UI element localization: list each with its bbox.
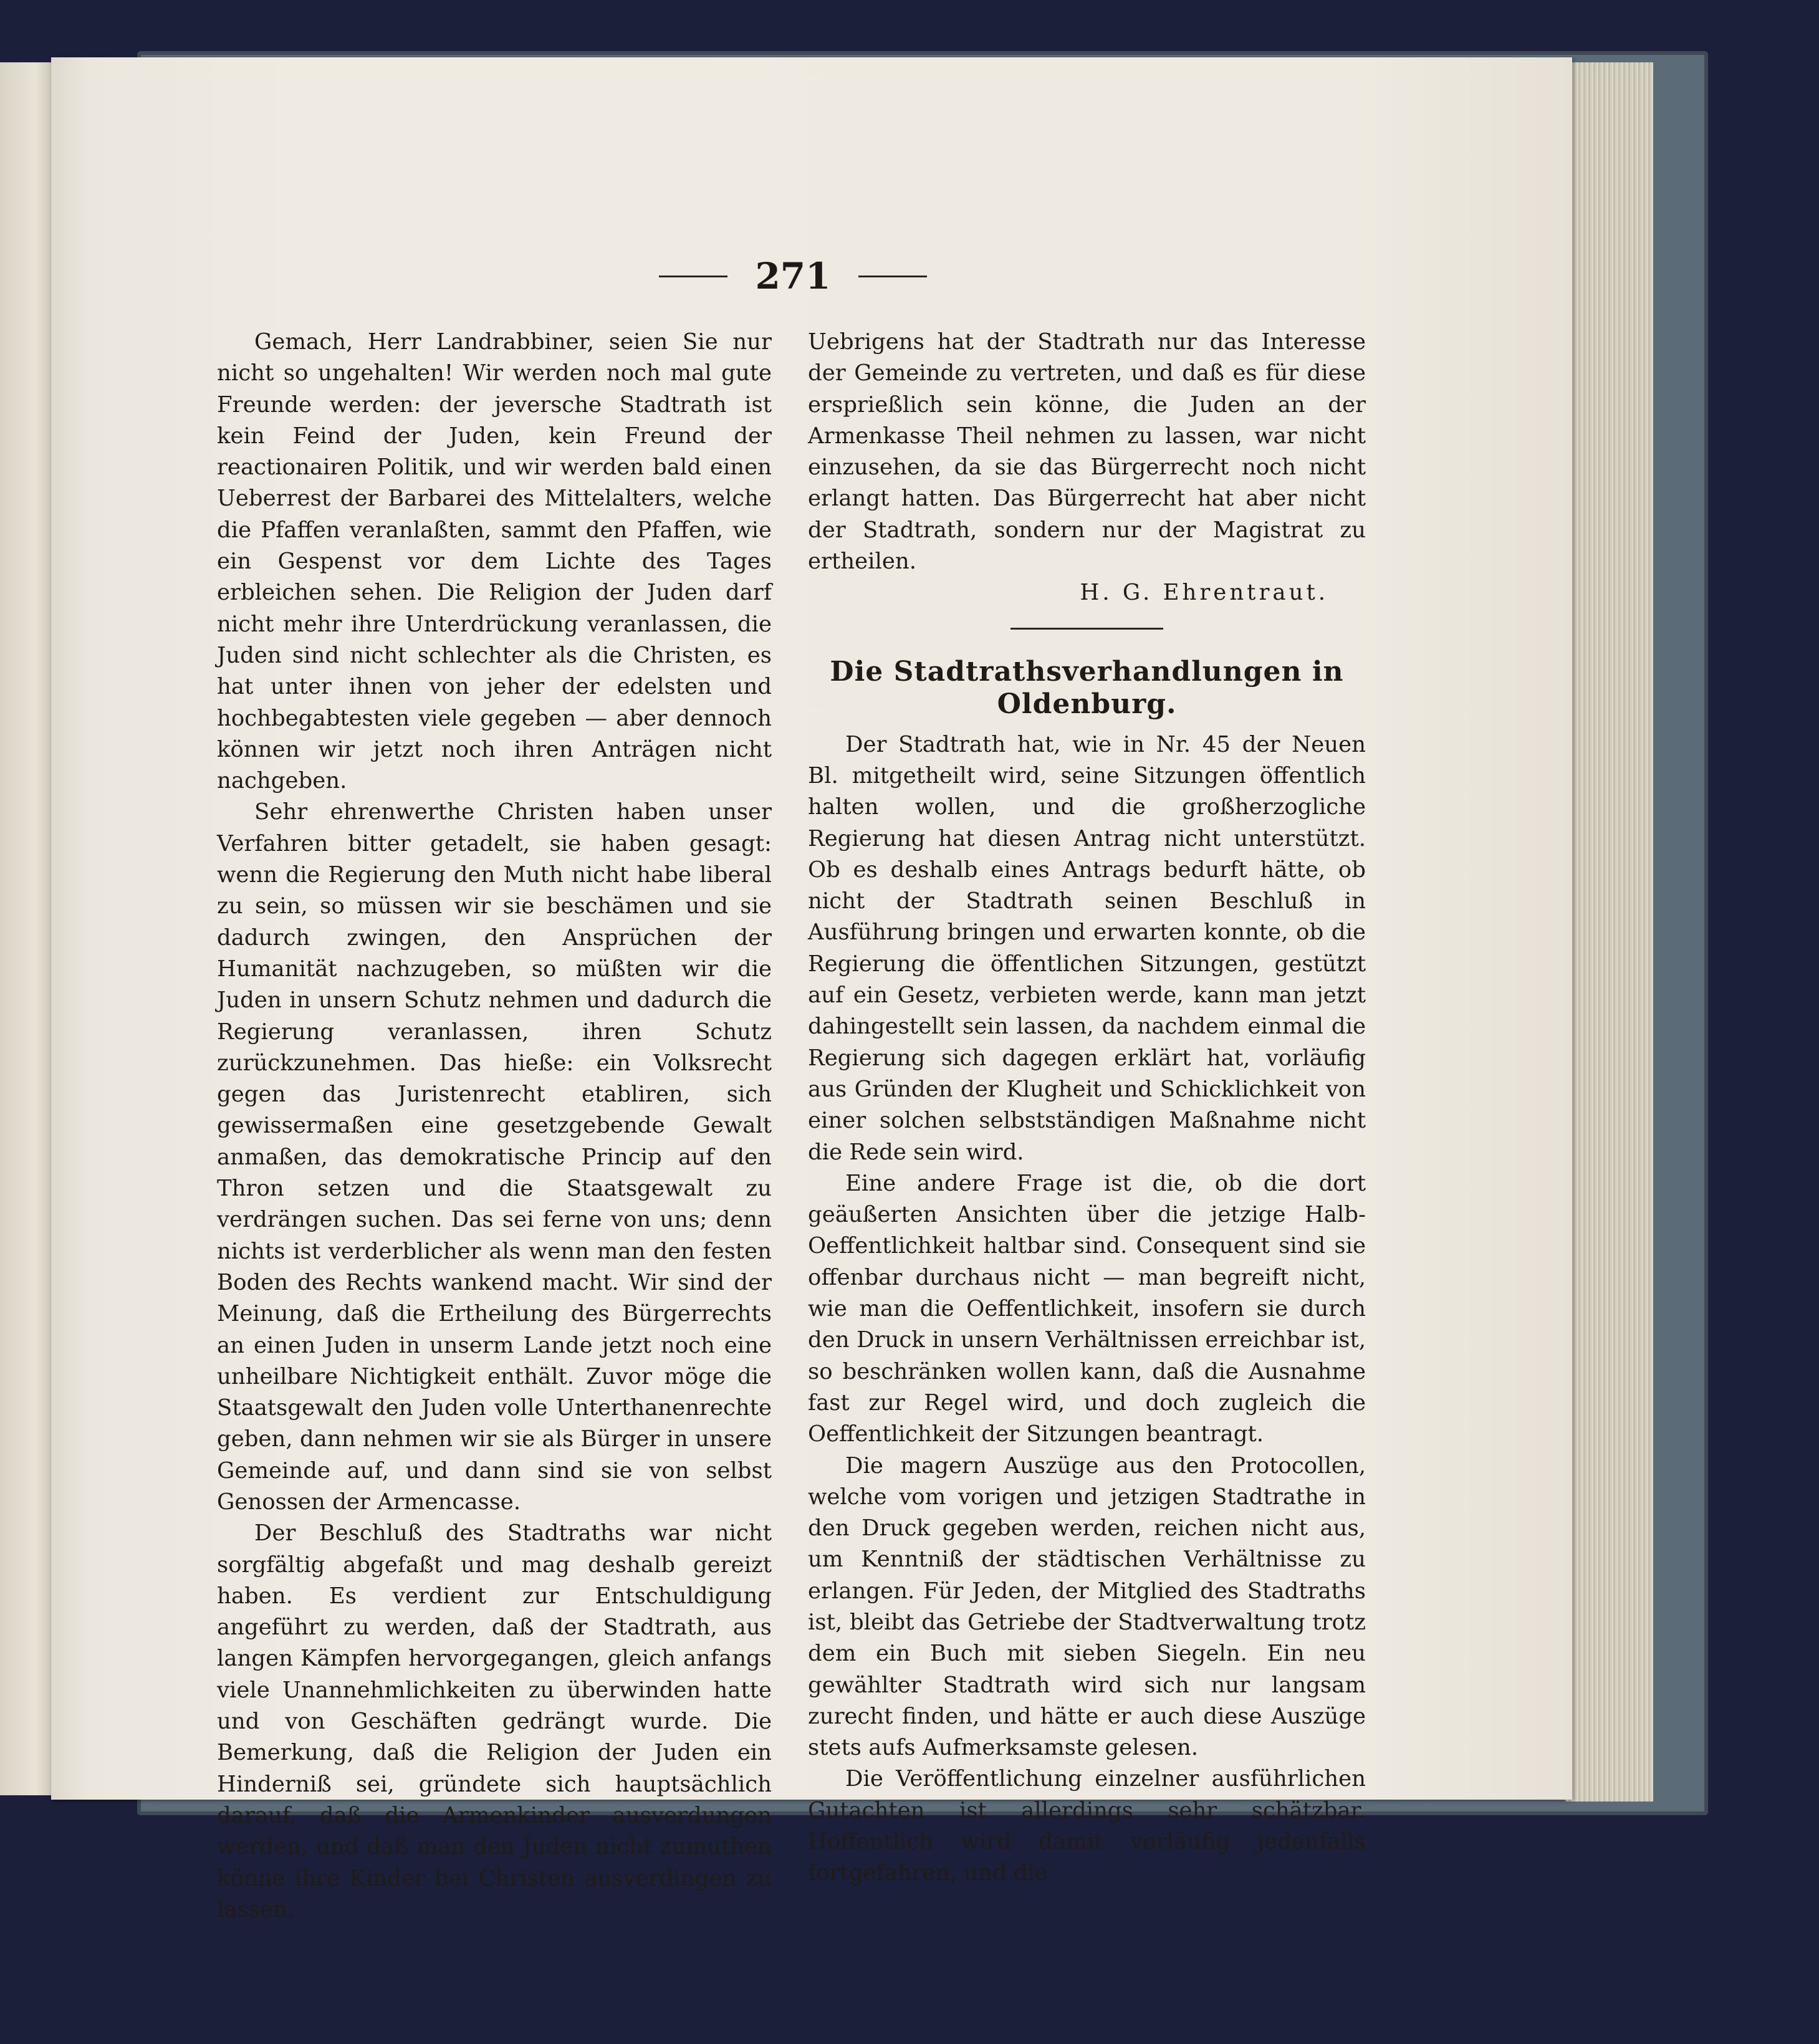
page-number: 271 [755, 255, 831, 297]
left-column [217, 327, 772, 1926]
section-heading: Die Stadtrathsverhandlungen in Oldenburg. [830, 655, 1344, 720]
paragraph: Uebrigens hat der Stadtrath nur das Interesse der Gemeinde zu vertreten, und daß es für diese ersprießlich sein könne, die Juden an der Armenkasse Theil nehmen zu lassen, war nicht einzusehen, da sie das Bürgerrecht noch nicht erlangt hatten. Das Bürgerrecht hat aber nicht der Stadtrath, sondern nur der Magistrat zu ertheilen. [808, 329, 1366, 575]
page-edges-stack [1565, 62, 1653, 1802]
paragraph: Sehr ehrenwerthe Christen haben unser Verfahren bitter getadelt, sie haben gesagt: wenn die Regierung den Muth nicht habe liberal zu sein, so müssen wir sie beschämen und sie dadurch zwingen, den Ansprüchen der Humanität nachzugeben, so müßten wir die Juden in unsern Schutz nehmen und dadurch die Regierung veranlassen, ihren Schutz zurückzunehmen. Das hieße: ein Volksrecht gegen das Juristenrecht etabliren, sich gewissermaßen eine gesetzgebende Gewalt anmaßen, das demokratische Princip auf den Thron setzen und die Staatsgewalt zu verdrängen suchen. Das sei ferne von uns; denn nichts ist verderblicher als wenn man den festen Boden des Rechts wankend macht. Wir sind der Meinung, daß die Ertheilung des Bürgerrechts an einen Juden in unserm Lande jetzt noch eine unheilbare Nichtigkeit enthält. Zuvor möge die Staatsgewalt den Juden volle Unterthanenrechte geben, dann nehmen wir sie als Bürger in unsere Gemeinde auf, und dann sind sie von selbst Genossen der Armencasse. [217, 799, 772, 1515]
head-rule-right [858, 276, 927, 277]
previous-page-edge [0, 62, 52, 1795]
right-column [808, 327, 1366, 1889]
running-head [640, 254, 946, 298]
head-rule-left [659, 276, 727, 277]
paragraph: Der Beschluß des Stadtraths war nicht sorgfältig abgefaßt und mag deshalb gereizt haben. Es verdient zur Entschuldigung angeführt zu werden, daß der Stadtrath, aus langen Kämpfen hervorgegangen, gleich anfangs viele Unannehmlichkeiten zu überwinden hatte und von Geschäften gedrängt wurde. Die Bemerkung, daß die Religion der Juden ein Hinderniß sei, gründete sich hauptsächlich darauf, daß die Armenkinder ausverdungen werden, und daß man den Juden nicht zumuthen könne ihre Kinder bei Christen ausverdingen zu lassen. [217, 1520, 772, 1922]
section-separator [1010, 628, 1163, 630]
paragraph: Eine andere Frage ist die, ob die dort geäußerten Ansichten über die jetzige Halb-Oeffentlichkeit haltbar sind. Consequent sind sie offenbar durchaus nicht — man begreift nicht, wie man die Oeffentlichkeit, insofern sie durch den Druck in unsern Verhältnissen erreichbar ist, so beschränken wollen kann, daß die Ausnahme fast zur Regel wird, und doch zugleich die Oeffentlichkeit der Sitzungen beantragt. [808, 1170, 1366, 1447]
author-signature: H. G. Ehrentraut. [1080, 580, 1328, 606]
paragraph: Der Stadtrath hat, wie in Nr. 45 der Neuen Bl. mitgetheilt wird, seine Sitzungen öffentlich halten wollen, und die großherzogliche Regierung hat diesen Antrag nicht unterstützt. Ob es deshalb eines Antrags bedurft hätte, ob nicht der Stadtrath seinen Beschluß in Ausführung bringen und erwarten konnte, ob die Regierung die öffentlichen Sitzungen, gestützt auf ein Gesetz, verbieten werde, kann man jetzt dahingestellt sein lassen, da nachdem einmal die Regierung sich dagegen erklärt hat, vorläufig aus Gründen der Klugheit und Schicklichkeit von einer solchen selbstständigen Maßnahme nicht die Rede sein wird. [808, 731, 1366, 1165]
paragraph: Gemach, Herr Landrabbiner, seien Sie nur nicht so ungehalten! Wir werden noch mal gute Freunde werden: der jeversche Stadtrath ist kein Feind der Juden, kein Freund der reactionairen Politik, und wir werden bald einen Ueberrest der Barbarei des Mittelalters, welche die Pfaffen veranlaßten, sammt den Pfaffen, wie ein Gespenst vor dem Lichte des Tages erbleichen sehen. Die Religion der Juden darf nicht mehr ihre Unterdrückung veranlassen, die Juden sind nicht schlechter als die Christen, es hat unter ihnen von jeher der edelsten und hochbegabtesten viele gegeben — aber dennoch können wir jetzt noch ihren Anträgen nicht nachgeben. [217, 329, 772, 794]
paragraph: Die magern Auszüge aus den Protocollen, welche vom vorigen und jetzigen Stadtrathe in den Druck gegeben werden, reichen nicht aus, um Kenntniß der städtischen Verhältnisse zu erlangen. Für Jeden, der Mitglied des Stadtraths ist, bleibt das Getriebe der Stadtverwaltung trotz dem ein Buch mit sieben Siegeln. Ein neu gewählter Stadtrath wird sich nur langsam zurecht finden, und hätte er auch diese Auszüge stets aufs Aufmerksamste gelesen. [808, 1452, 1366, 1761]
paragraph: Die Veröffentlichung einzelner ausführlichen Gutachten ist allerdings sehr schätzbar. Hoffentlich wird damit vorläufig jedenfalls fortgefahren, und die [808, 1766, 1366, 1886]
